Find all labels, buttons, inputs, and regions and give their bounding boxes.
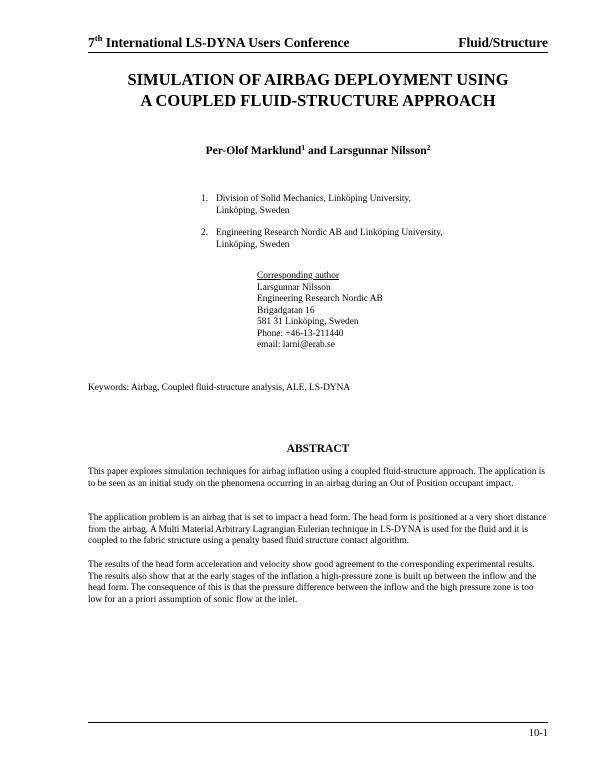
header-rule <box>88 52 548 53</box>
author-line <box>88 145 548 157</box>
corresponding-name: Larsgunnar Nilsson <box>257 282 331 293</box>
author-2: Larsgunnar Nilsson <box>329 145 427 157</box>
author-1: Per-Olof Marklund <box>205 145 302 157</box>
edition-number: 7 <box>88 35 95 50</box>
affiliation-1-line-2: Linköping, Sweden <box>216 205 290 216</box>
affiliation-1-number: 1. <box>201 194 209 204</box>
edition-suffix: th <box>94 33 103 43</box>
abstract-paragraph: The application problem is an airbag that is set to impact a head form. The head form is positioned at a very short distance from the airbag. A Multi Material Arbitrary Lagrangian Eulerian technique in LS-DYNA is used for the fluid and it is coupled to the fabric structure using a penalty based fluid structure contact algorithm. <box>88 513 547 547</box>
affiliation-2-line-2: Linköping, Sweden <box>216 239 290 250</box>
affiliation-2-line-1: Engineering Research Nordic AB and Linköping University, <box>216 228 443 238</box>
author-1-affiliation-mark: 1 <box>301 143 306 152</box>
corresponding-email[interactable]: email: larni@erab.se <box>257 340 335 350</box>
footer-rule <box>88 722 548 723</box>
affiliation-2-number: 2. <box>201 228 209 238</box>
corresponding-street: Brigadgatan 16 <box>257 305 315 316</box>
corresponding-author-heading: Corresponding author <box>257 271 340 281</box>
page-number: 10-1 <box>528 728 548 739</box>
affiliation-1 <box>216 194 411 217</box>
abstract-paragraph: This paper explores simulation techniques for airbag inflation using a coupled fluid-structure approach. The application is to be seen as an initial study on the phenomena occurring in an airbag during an Out of Position occupant impact. <box>88 467 545 489</box>
corresponding-city: 581 31 Linköping, Sweden <box>257 317 359 327</box>
author-joiner: and <box>305 145 330 157</box>
affiliation-1-line-1: Division of Solid Mechanics, Linköping University, <box>216 194 411 204</box>
paper-title-line-1: SIMULATION OF AIRBAG DEPLOYMENT USING <box>127 70 509 89</box>
corresponding-author-block <box>257 271 383 352</box>
paper-title-line-2: A COUPLED FLUID-STRUCTURE APPROACH <box>140 91 496 110</box>
corresponding-phone: Phone: +46-13-211440 <box>257 328 344 339</box>
section-label: Fluid/Structure <box>458 35 548 50</box>
author-2-affiliation-mark: 2 <box>426 143 431 152</box>
abstract-heading: ABSTRACT <box>286 443 350 455</box>
keywords: Keywords: Airbag, Coupled fluid-structure analysis, ALE, LS-DYNA <box>88 383 351 393</box>
conference-name: International LS-DYNA Users Conference <box>102 35 350 50</box>
corresponding-company: Engineering Research Nordic AB <box>257 294 383 304</box>
abstract-paragraph: The results of the head form acceleration and velocity show good agreement to the corresponding experimental results. The results also show that at the early stages of the inflation a high-pressure zone is built up between the inflow and the head form. The consequence of this is that the pressure difference between the inflow and the high pressure zone is too low for an a priori assumption of sonic flow at the inlet. <box>88 560 537 605</box>
conference-header <box>88 35 350 51</box>
affiliation-2 <box>216 228 443 251</box>
